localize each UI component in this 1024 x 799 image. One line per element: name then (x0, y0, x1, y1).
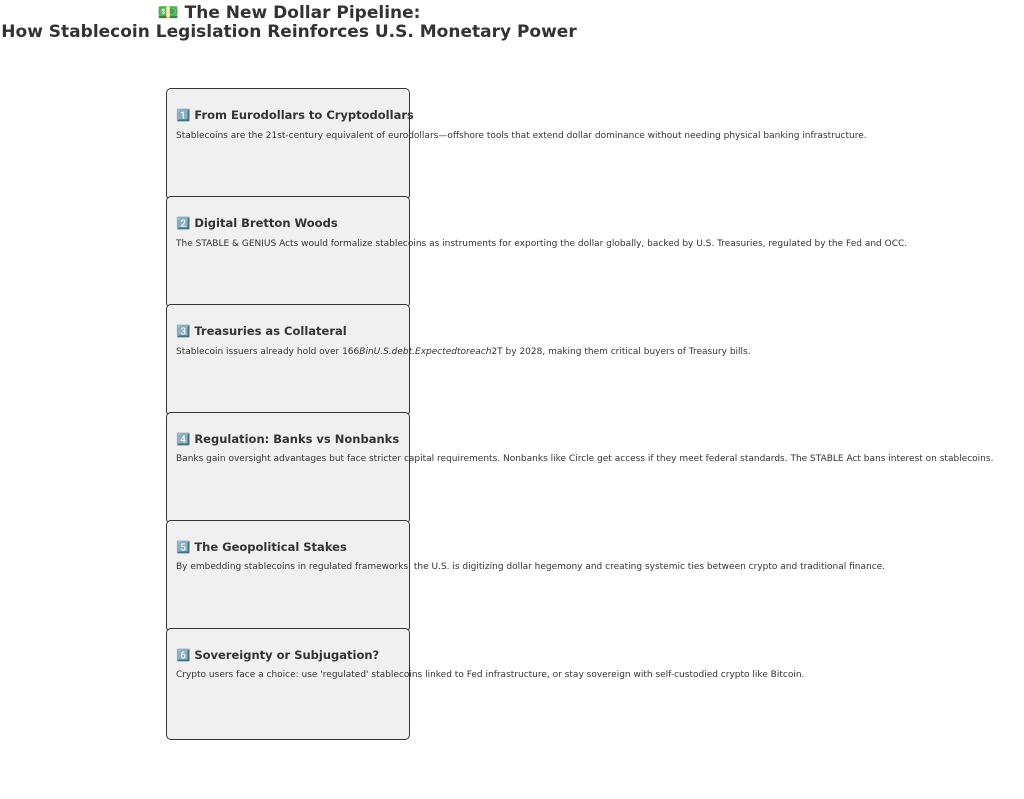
step-description-3-post: 2T by 2028, making them critical buyers of Treasury bills. (491, 347, 751, 357)
step-card-3 (166, 304, 410, 416)
step-description-6: Crypto users face a choice: use 'regulated' stablecoins linked to Fed infrastructure, or stay sovereign with self-custodied crypto like Bitcoin. (176, 670, 805, 680)
title-line-1: 💵 The New Dollar Pipeline: (157, 3, 421, 23)
step-description-5: By embedding stablecoins in regulated frameworks, the U.S. is digitizing dollar hegemony and creating systemic ties between crypto and traditional finance. (176, 562, 886, 572)
step-description-1: Stablecoins are the 21st-century equivalent of eurodollars—offshore tools that extend dollar dominance without needing physical banking infrastructure. (176, 131, 867, 141)
step-heading-1: 1️⃣ From Eurodollars to Cryptodollars (176, 108, 414, 122)
title-line-2: How Stablecoin Legislation Reinforces U.S. Monetary Power (1, 22, 577, 42)
step-heading-3: 3️⃣ Treasuries as Collateral (176, 324, 347, 338)
step-description-2: The STABLE & GENIUS Acts would formalize stablecoins as instruments for exporting the dollar globally, backed by U.S. Treasuries, regulated by the Fed and OCC. (176, 239, 908, 249)
diagram-title (0, 4, 578, 42)
step-card-1 (166, 88, 410, 200)
step-description-4: Banks gain oversight advantages but face stricter capital requirements. Nonbanks like Circle get access if they meet federal standards. The STABLE Act bans interest on stablecoins. (176, 454, 994, 464)
step-heading-2: 2️⃣ Digital Bretton Woods (176, 216, 338, 230)
step-card-2 (166, 196, 410, 308)
step-description-3 (176, 346, 751, 358)
step-heading-5: 5️⃣ The Geopolitical Stakes (176, 540, 347, 554)
step-description-3-pre: Stablecoin issuers already hold over 166 (176, 347, 360, 357)
step-card-4 (166, 412, 410, 524)
step-card-6 (166, 628, 410, 740)
step-heading-4: 4️⃣ Regulation: Banks vs Nonbanks (176, 432, 400, 446)
step-description-3-italic: BinU.S.debt.Expectedtoreach (359, 347, 492, 357)
step-card-5 (166, 520, 410, 632)
step-heading-6: 6️⃣ Sovereignty or Subjugation? (176, 648, 380, 662)
